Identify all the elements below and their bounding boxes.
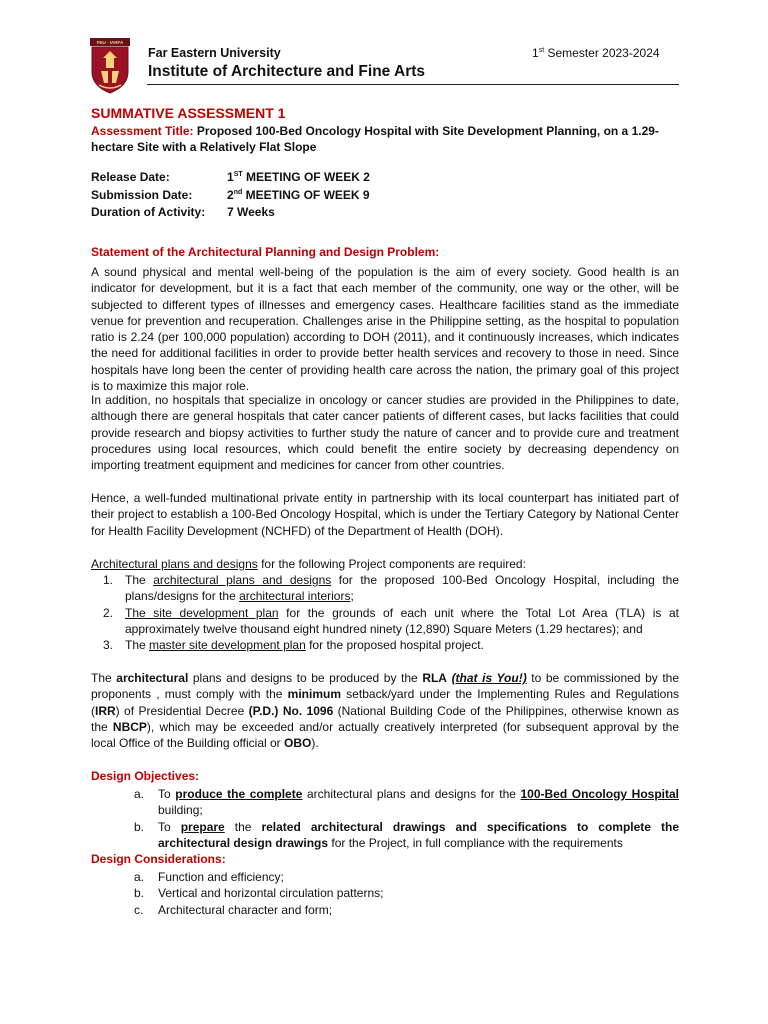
statement-paragraph-2: In addition, no hospitals that specialize in oncology or cancer studies are provided in the Philippines to date, although there are general hospitals that cater cancer patients of different cases, but lacks facilities that could provide research and biopsy activities to further study the nature of cancer and to provide cure and treatment procedures using local resources, which could benefit the entire society by decreasing dependency on importing treatment equipment and medicines for cancer from other countries. [91,393,679,473]
components-list [91,572,679,653]
list-item: 1. The architectural plans and designs for the proposed 100-Bed Oncology Hospital, including the plans/designs for the architectural interiors; [103,573,680,604]
release-date-row: Release Date: 1ST MEETING OF WEEK 2 [91,170,370,184]
semester-label: 1st Semester 2023-2024 [532,46,660,60]
list-item: 2. The site development plan for the grounds of each unit where the Total Lot Area (TLA) is at approximately twelve thousand eight hundred ninety (12,890) Square Meters (1.29 hectares); and [103,605,680,636]
rla-paragraph: The architectural plans and designs to be produced by the RLA (that is You!) to be commissioned by the proponents , must comply with the minimum setback/yard under the Implementing Rules and Regulations (IRR) of Presidential Decree (P.D.) No. 1096 (National Building Code of the Philippines, otherwise known as the NBCP), which may be exceeded and/or actually creatively interpreted (for subsequent approval by the local Office of the Building official or OBO). [91,671,680,751]
statement-paragraph-3: Hence, a well-funded multinational private entity in partnership with its local counterpart has initiated part of their project to establish a 100-Bed Oncology Hospital, which is under the Tertiary Category by National Center for Health Facility Development (NCHFD) of the Department of Health (DOH). [91,491,679,538]
components-intro: Architectural plans and designs for the following Project components are required: [91,557,526,571]
considerations-heading: Design Considerations: [91,852,226,866]
svg-text:FEU · IARFA: FEU · IARFA [96,40,124,45]
considerations-list [91,869,679,918]
statement-paragraph-1: A sound physical and mental well-being of the population is the aim of every society. Good health is an indicator for development, but it is a fact that each member of the community, one way or the other, will be subjected to different types of illnesses and emergency cases. Healthcare facilities stand as the immediate venue for prevention and recuperation. Challenges arise in the Philippine setting, as the hospital to population ratio is 2.24 (per 100,000 population) according to DOH (2011), and it continuously increases, which indicates the need for additional facilities in order to provide better health services and recovery to those in need. Since hospitals have long been the center of providing health care across the nation, the primary goal of this project is to maximize this major role. [91,265,679,394]
feu-iarfa-logo [90,38,130,94]
statement-heading: Statement of the Architectural Planning and Design Problem: [91,245,440,259]
list-item: b. To prepare the related architectural drawings and specifications to complete the architectural design drawings for the Project, in full compliance with the requirements [134,819,679,850]
submission-date-row: Submission Date: 2nd MEETING OF WEEK 9 [91,188,370,202]
list-item: b. Vertical and horizontal circulation patterns; [134,886,384,901]
list-item: 3. The master site development plan for the proposed hospital project. [103,638,484,653]
header-divider [147,84,679,85]
list-item: a. To produce the complete architectural plans and designs for the 100-Bed Oncology Hospital building; [134,787,679,818]
duration-row: Duration of Activity: 7 Weeks [91,205,275,219]
assessment-title: Assessment Title: Proposed 100-Bed Oncology Hospital with Site Development Planning, on a 1.29-hectare Site with a Relatively Flat Slope [91,124,659,154]
list-item: a. Function and efficiency; [134,870,284,884]
university-name: Far Eastern University [148,46,281,60]
list-item: c. Architectural character and form; [134,902,333,917]
page-title: SUMMATIVE ASSESSMENT 1 [91,105,286,121]
institute-name: Institute of Architecture and Fine Arts [148,63,426,80]
objectives-list [91,786,679,851]
objectives-heading: Design Objectives: [91,769,200,783]
